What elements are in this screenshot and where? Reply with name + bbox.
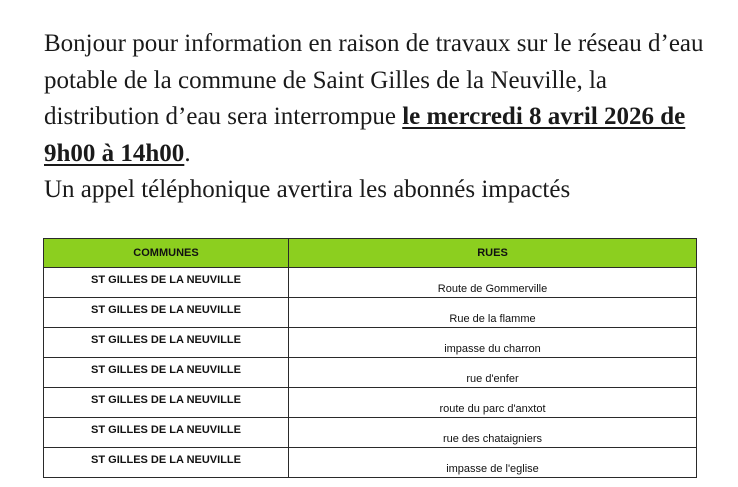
notice-period: .: [184, 139, 191, 167]
rue-cell: rue des chataigniers: [289, 418, 697, 448]
table-row: [44, 418, 697, 448]
table-row: [44, 388, 697, 418]
rue-cell: impasse de l'eglise: [289, 448, 697, 478]
commune-cell: ST GILLES DE LA NEUVILLE: [44, 328, 289, 358]
notice-paragraph: [44, 26, 714, 172]
rue-cell: Rue de la flamme: [289, 298, 697, 328]
rue-cell: Route de Gommerville: [289, 268, 697, 298]
rue-cell: impasse du charron: [289, 328, 697, 358]
header-communes: COMMUNES: [44, 239, 289, 268]
rue-cell: rue d'enfer: [289, 358, 697, 388]
streets-table: [43, 238, 697, 478]
table-row: [44, 328, 697, 358]
table-header-row: [44, 239, 697, 268]
header-rues: RUES: [289, 239, 697, 268]
commune-cell: ST GILLES DE LA NEUVILLE: [44, 388, 289, 418]
commune-cell: ST GILLES DE LA NEUVILLE: [44, 268, 289, 298]
commune-cell: ST GILLES DE LA NEUVILLE: [44, 358, 289, 388]
table-row: [44, 358, 697, 388]
notice-text: [44, 26, 714, 209]
notice-call-info: Un appel téléphonique avertira les abonnés impactés: [44, 176, 571, 203]
commune-cell: ST GILLES DE LA NEUVILLE: [44, 418, 289, 448]
rue-cell: route du parc d'anxtot: [289, 388, 697, 418]
table-row: [44, 268, 697, 298]
table-row: [44, 298, 697, 328]
notice-date-emphasis: le mercredi 8 avril 2026 de 9h00 à 14h00: [44, 103, 686, 167]
notice-intro: Bonjour pour information en raison de travaux sur le réseau d’eau potable de la commune de Saint Gilles de la Neuville, la distribution d’eau sera interrompue: [44, 30, 704, 130]
commune-cell: ST GILLES DE LA NEUVILLE: [44, 448, 289, 478]
table-row: [44, 448, 697, 478]
commune-cell: ST GILLES DE LA NEUVILLE: [44, 298, 289, 328]
